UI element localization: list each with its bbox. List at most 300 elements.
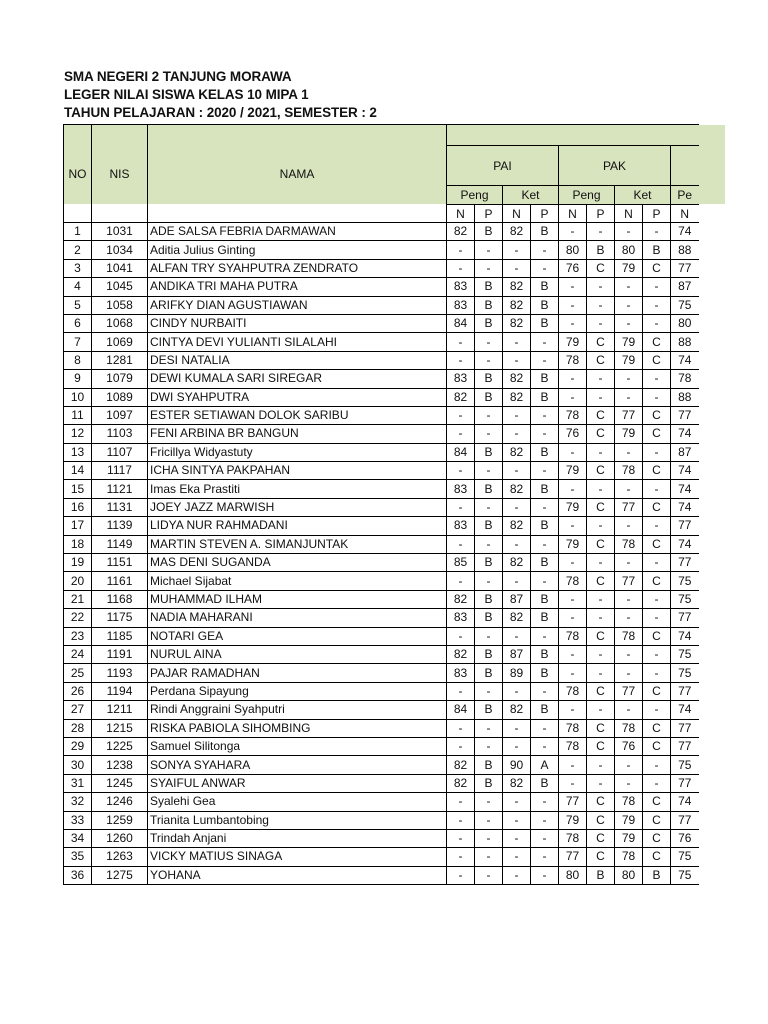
pak-ket-n: 77: [615, 406, 643, 424]
pai-ket-n: 87: [503, 645, 531, 663]
next-subject-n-value: 75: [671, 645, 699, 663]
next-subject-n-value: 87: [671, 278, 699, 296]
pai-ket-p: -: [531, 848, 559, 866]
pak-peng-n: 78: [559, 682, 587, 700]
row-no: 1: [64, 223, 92, 241]
row-nis: 1041: [92, 259, 148, 277]
pak-ket-n: 78: [615, 719, 643, 737]
pak-peng-n: -: [559, 554, 587, 572]
row-no: 5: [64, 296, 92, 314]
pai-peng-p: -: [475, 425, 503, 443]
table-row: [64, 314, 699, 332]
pai-ket-p: B: [531, 370, 559, 388]
pak-peng-p: -: [587, 554, 615, 572]
next-subject-n-value: 77: [671, 737, 699, 755]
pak-ket-p: C: [643, 406, 671, 424]
pak-peng-p: P: [587, 205, 615, 223]
row-nama: ESTER SETIAWAN DOLOK SARIBU: [148, 406, 447, 424]
pai-peng-n: 83: [447, 609, 475, 627]
next-subject-n-value: 77: [671, 554, 699, 572]
pak-ket-p: C: [643, 498, 671, 516]
pai-ket-n: -: [503, 259, 531, 277]
pai-peng-n: 82: [447, 223, 475, 241]
pak-ket-n: 80: [615, 241, 643, 259]
next-subject-n-value: 74: [671, 462, 699, 480]
pai-peng-p: B: [475, 517, 503, 535]
pak-peng-n: 78: [559, 406, 587, 424]
pak-peng-p: -: [587, 609, 615, 627]
pai-peng-n: -: [447, 425, 475, 443]
row-no: 34: [64, 829, 92, 847]
pai-ket-n: -: [503, 462, 531, 480]
table-row: [64, 793, 699, 811]
pai-peng-p: B: [475, 278, 503, 296]
pai-ket-n: -: [503, 866, 531, 884]
table-row: [64, 737, 699, 755]
pak-peng-n: -: [559, 296, 587, 314]
row-nis: 1117: [92, 462, 148, 480]
row-nama: Michael Sijabat: [148, 572, 447, 590]
pai-ket-n: -: [503, 719, 531, 737]
pak-peng-p: -: [587, 370, 615, 388]
table-row: [64, 774, 699, 792]
row-no: 22: [64, 609, 92, 627]
pai-ket-n: N: [503, 205, 531, 223]
pak-peng-n: 80: [559, 866, 587, 884]
pak-peng-n: -: [559, 480, 587, 498]
pai-ket-n: 82: [503, 701, 531, 719]
row-no: 31: [64, 774, 92, 792]
table-row: [64, 517, 699, 535]
pak-ket-n: 78: [615, 848, 643, 866]
pai-peng-n: 82: [447, 645, 475, 663]
row-no: 18: [64, 535, 92, 553]
pai-peng-n: 83: [447, 370, 475, 388]
pak-ket-p: -: [643, 664, 671, 682]
table-row: [64, 829, 699, 847]
table-row: [64, 701, 699, 719]
pai-peng-n: -: [447, 793, 475, 811]
pak-ket-n: -: [615, 590, 643, 608]
next-subject-n-value: 74: [671, 425, 699, 443]
pai-peng-n: 82: [447, 756, 475, 774]
pak-peng-p: C: [587, 498, 615, 516]
pak-peng-n: -: [559, 590, 587, 608]
row-nama: Imas Eka Prastiti: [148, 480, 447, 498]
row-no: 3: [64, 259, 92, 277]
next-subject-n-value: 77: [671, 811, 699, 829]
pak-peng-p: -: [587, 480, 615, 498]
row-nis: 1238: [92, 756, 148, 774]
row-no: 26: [64, 682, 92, 700]
pak-peng-p: -: [587, 701, 615, 719]
row-nis: 1275: [92, 866, 148, 884]
pai-ket-p: B: [531, 443, 559, 461]
pai-peng-n: -: [447, 333, 475, 351]
next-subject-n-value: 74: [671, 351, 699, 369]
table-row: [64, 259, 699, 277]
pak-ket-n: -: [615, 554, 643, 572]
col-header-no: NO: [64, 125, 92, 223]
pai-ket-p: B: [531, 554, 559, 572]
pai-ket-p: -: [531, 866, 559, 884]
pak-peng-p: -: [587, 645, 615, 663]
pak-peng-p: -: [587, 756, 615, 774]
next-subject-n-value: 88: [671, 241, 699, 259]
pak-ket-p: -: [643, 223, 671, 241]
pai-peng-p: B: [475, 701, 503, 719]
pak-peng-n: 76: [559, 425, 587, 443]
pai-peng-n: 83: [447, 517, 475, 535]
row-nama: JOEY JAZZ MARWISH: [148, 498, 447, 516]
next-subject-n-value: 75: [671, 296, 699, 314]
next-subject-n-value: 77: [671, 517, 699, 535]
pai-ket-n: -: [503, 351, 531, 369]
next-subject-n-value: 74: [671, 627, 699, 645]
table-row: [64, 682, 699, 700]
pak-ket-p: C: [643, 333, 671, 351]
row-no: 13: [64, 443, 92, 461]
row-nama: YOHANA: [148, 866, 447, 884]
grade-table: [63, 124, 699, 885]
pai-peng-n: 83: [447, 278, 475, 296]
pai-peng-n: -: [447, 535, 475, 553]
pak-ket-n: 76: [615, 737, 643, 755]
pak-peng-p: C: [587, 425, 615, 443]
pak-ket-p: -: [643, 370, 671, 388]
pak-ket-p: C: [643, 811, 671, 829]
row-nama: Syalehi Gea: [148, 793, 447, 811]
pak-ket-n: 78: [615, 627, 643, 645]
pai-peng-n: 84: [447, 701, 475, 719]
pak-peng-n: 78: [559, 627, 587, 645]
row-nis: 1263: [92, 848, 148, 866]
next-subject-n-value: 76: [671, 829, 699, 847]
row-nama: ADE SALSA FEBRIA DARMAWAN: [148, 223, 447, 241]
pai-peng-p: -: [475, 572, 503, 590]
pak-ket-n: N: [615, 205, 643, 223]
pak-peng-p: -: [587, 774, 615, 792]
pak-peng-p: -: [587, 223, 615, 241]
pak-peng-n: 79: [559, 462, 587, 480]
table-row: [64, 590, 699, 608]
pai-ket-n: -: [503, 572, 531, 590]
pak-peng-n: 78: [559, 351, 587, 369]
row-nis: 1259: [92, 811, 148, 829]
row-nis: 1107: [92, 443, 148, 461]
pai-ket-n: -: [503, 848, 531, 866]
row-nis: 1168: [92, 590, 148, 608]
pak-ket-p: C: [643, 682, 671, 700]
row-no: 32: [64, 793, 92, 811]
pai-peng-n: -: [447, 498, 475, 516]
pak-peng-n: 78: [559, 719, 587, 737]
pak-peng-n: 76: [559, 259, 587, 277]
row-nis: 1194: [92, 682, 148, 700]
row-nama: ALFAN TRY SYAHPUTRA ZENDRATO: [148, 259, 447, 277]
pak-ket-p: C: [643, 829, 671, 847]
pai-ket-p: B: [531, 590, 559, 608]
pak-peng-n: 78: [559, 572, 587, 590]
pak-ket-p: -: [643, 645, 671, 663]
pak-ket-p: C: [643, 572, 671, 590]
row-nama: VICKY MATIUS SINAGA: [148, 848, 447, 866]
pak-ket-p: -: [643, 517, 671, 535]
next-subject-n-value: 75: [671, 848, 699, 866]
row-nis: 1089: [92, 388, 148, 406]
next-subject-n-value: 74: [671, 223, 699, 241]
row-nama: FENI ARBINA BR BANGUN: [148, 425, 447, 443]
pai-ket-p: -: [531, 793, 559, 811]
row-no: 2: [64, 241, 92, 259]
table-row: [64, 223, 699, 241]
pak-peng-p: C: [587, 829, 615, 847]
row-no: 24: [64, 645, 92, 663]
row-nis: 1225: [92, 737, 148, 755]
pai-peng-p: B: [475, 223, 503, 241]
pak-ket-n: 77: [615, 498, 643, 516]
pak-ket-p: -: [643, 296, 671, 314]
row-no: 28: [64, 719, 92, 737]
pai-ket-n: -: [503, 333, 531, 351]
pai-peng-n: -: [447, 351, 475, 369]
pak-ket-n: 77: [615, 572, 643, 590]
next-subject-n: N: [671, 205, 699, 223]
pak-ket-p: -: [643, 388, 671, 406]
pai-ket-p: P: [531, 205, 559, 223]
row-nama: ICHA SINTYA PAKPAHAN: [148, 462, 447, 480]
pai-ket-p: -: [531, 259, 559, 277]
pai-ket-p: -: [531, 425, 559, 443]
pai-peng-n: -: [447, 627, 475, 645]
row-nis: 1097: [92, 406, 148, 424]
pai-ket-p: B: [531, 314, 559, 332]
pak-ket-p: B: [643, 866, 671, 884]
pai-ket-p: -: [531, 737, 559, 755]
pai-ket-n: -: [503, 498, 531, 516]
table-row: [64, 370, 699, 388]
pai-peng-n: -: [447, 259, 475, 277]
pai-peng-p: B: [475, 480, 503, 498]
pai-ket-n: 90: [503, 756, 531, 774]
subject-header-next: [671, 146, 699, 186]
leger-title: LEGER NILAI SISWA KELAS 10 MIPA 1: [64, 87, 309, 102]
pak-peng-p: C: [587, 848, 615, 866]
pai-peng-n: -: [447, 811, 475, 829]
table-row: [64, 480, 699, 498]
pai-ket-p: -: [531, 535, 559, 553]
table-row: [64, 627, 699, 645]
pai-peng-p: -: [475, 737, 503, 755]
pak-peng-p: -: [587, 278, 615, 296]
next-subject-n-value: 80: [671, 314, 699, 332]
pai-ket-p: B: [531, 223, 559, 241]
pak-ket-p: C: [643, 627, 671, 645]
pai-ket-p: -: [531, 241, 559, 259]
next-subject-n-value: 75: [671, 664, 699, 682]
pak-ket-n: -: [615, 370, 643, 388]
pai-peng-n: 84: [447, 443, 475, 461]
pak-peng-n: -: [559, 443, 587, 461]
pak-ket-p: -: [643, 554, 671, 572]
pai-peng-p: -: [475, 241, 503, 259]
row-no: 20: [64, 572, 92, 590]
pai-peng-p: -: [475, 829, 503, 847]
table-row: [64, 333, 699, 351]
pak-peng-p: C: [587, 811, 615, 829]
row-no: 14: [64, 462, 92, 480]
row-nama: NOTARI GEA: [148, 627, 447, 645]
pak-peng-p: C: [587, 333, 615, 351]
row-no: 7: [64, 333, 92, 351]
pak-peng-p: -: [587, 517, 615, 535]
pak-peng-n: 78: [559, 829, 587, 847]
row-nama: DEWI KUMALA SARI SIREGAR: [148, 370, 447, 388]
pai-ket-n: 82: [503, 296, 531, 314]
row-nis: 1131: [92, 498, 148, 516]
pak-ket-p: -: [643, 756, 671, 774]
pak-ket-p: -: [643, 443, 671, 461]
pak-ket-n: -: [615, 388, 643, 406]
pak-peng-n: -: [559, 609, 587, 627]
pak-peng-p: C: [587, 406, 615, 424]
row-no: 36: [64, 866, 92, 884]
pak-peng-n: -: [559, 314, 587, 332]
pai-ket-n: -: [503, 535, 531, 553]
row-nis: 1139: [92, 517, 148, 535]
pak-ket-p: -: [643, 609, 671, 627]
pai-peng-n: 82: [447, 774, 475, 792]
table-row: [64, 572, 699, 590]
row-nama: SONYA SYAHARA: [148, 756, 447, 774]
pai-ket-p: -: [531, 682, 559, 700]
pai-peng-p: -: [475, 535, 503, 553]
row-nis: 1260: [92, 829, 148, 847]
next-subject-n-value: 77: [671, 682, 699, 700]
row-no: 23: [64, 627, 92, 645]
pai-peng-n: -: [447, 572, 475, 590]
row-nama: MARTIN STEVEN A. SIMANJUNTAK: [148, 535, 447, 553]
pai-peng-n: 85: [447, 554, 475, 572]
row-no: 6: [64, 314, 92, 332]
row-nis: 1079: [92, 370, 148, 388]
pai-ket-p: -: [531, 719, 559, 737]
pai-peng-n: -: [447, 848, 475, 866]
row-nama: PAJAR RAMADHAN: [148, 664, 447, 682]
row-nama: MUHAMMAD ILHAM: [148, 590, 447, 608]
pai-peng-n: -: [447, 462, 475, 480]
pak-ket-n: -: [615, 223, 643, 241]
pai-ket-p: B: [531, 609, 559, 627]
table-row: [64, 425, 699, 443]
table-row: [64, 296, 699, 314]
pak-ket-header: Ket: [615, 186, 671, 205]
row-nis: 1215: [92, 719, 148, 737]
table-row: [64, 756, 699, 774]
pak-peng-n: 79: [559, 333, 587, 351]
pai-ket-p: -: [531, 498, 559, 516]
pai-ket-n: -: [503, 793, 531, 811]
row-no: 9: [64, 370, 92, 388]
pai-peng-n: -: [447, 682, 475, 700]
row-nis: 1161: [92, 572, 148, 590]
table-row: [64, 498, 699, 516]
pai-peng-header: Peng: [447, 186, 503, 205]
row-nis: 1281: [92, 351, 148, 369]
pai-ket-n: -: [503, 406, 531, 424]
pak-peng-n: -: [559, 756, 587, 774]
row-nis: 1246: [92, 793, 148, 811]
row-no: 10: [64, 388, 92, 406]
pak-ket-n: -: [615, 609, 643, 627]
row-nama: RISKA PABIOLA SIHOMBING: [148, 719, 447, 737]
pak-ket-n: 78: [615, 535, 643, 553]
pak-ket-n: 77: [615, 682, 643, 700]
pai-ket-p: -: [531, 406, 559, 424]
pai-ket-n: -: [503, 737, 531, 755]
row-no: 25: [64, 664, 92, 682]
school-name: SMA NEGERI 2 TANJUNG MORAWA: [64, 69, 292, 84]
row-nama: DESI NATALIA: [148, 351, 447, 369]
pai-ket-n: -: [503, 682, 531, 700]
subject-group-band: [447, 125, 699, 146]
table-row: [64, 609, 699, 627]
pai-ket-p: B: [531, 774, 559, 792]
next-subject-n-value: 77: [671, 719, 699, 737]
next-subject-n-value: 77: [671, 609, 699, 627]
row-nis: 1211: [92, 701, 148, 719]
row-nis: 1121: [92, 480, 148, 498]
row-no: 4: [64, 278, 92, 296]
pak-peng-p: -: [587, 296, 615, 314]
pai-peng-p: B: [475, 590, 503, 608]
pai-peng-n: -: [447, 241, 475, 259]
pak-ket-n: -: [615, 756, 643, 774]
pak-peng-n: -: [559, 278, 587, 296]
pak-peng-n: 78: [559, 737, 587, 755]
table-row: [64, 848, 699, 866]
pak-ket-n: -: [615, 278, 643, 296]
pak-ket-n: -: [615, 314, 643, 332]
table-row: [64, 388, 699, 406]
pai-peng-p: -: [475, 848, 503, 866]
pak-ket-p: -: [643, 278, 671, 296]
row-nama: LIDYA NUR RAHMADANI: [148, 517, 447, 535]
table-row: [64, 554, 699, 572]
pak-peng-n: N: [559, 205, 587, 223]
table-row: [64, 645, 699, 663]
row-nis: 1103: [92, 425, 148, 443]
pai-peng-p: -: [475, 719, 503, 737]
pai-ket-n: -: [503, 811, 531, 829]
pak-ket-p: C: [643, 848, 671, 866]
pak-ket-p: -: [643, 480, 671, 498]
row-nis: 1149: [92, 535, 148, 553]
row-no: 21: [64, 590, 92, 608]
row-no: 15: [64, 480, 92, 498]
row-nama: Rindi Anggraini Syahputri: [148, 701, 447, 719]
pai-peng-p: -: [475, 462, 503, 480]
pak-ket-n: 80: [615, 866, 643, 884]
pak-ket-n: 79: [615, 333, 643, 351]
row-nis: 1151: [92, 554, 148, 572]
pak-peng-p: C: [587, 572, 615, 590]
pai-peng-n: -: [447, 719, 475, 737]
pak-peng-p: -: [587, 590, 615, 608]
pai-peng-p: B: [475, 388, 503, 406]
pai-peng-n: -: [447, 829, 475, 847]
pai-ket-p: B: [531, 664, 559, 682]
